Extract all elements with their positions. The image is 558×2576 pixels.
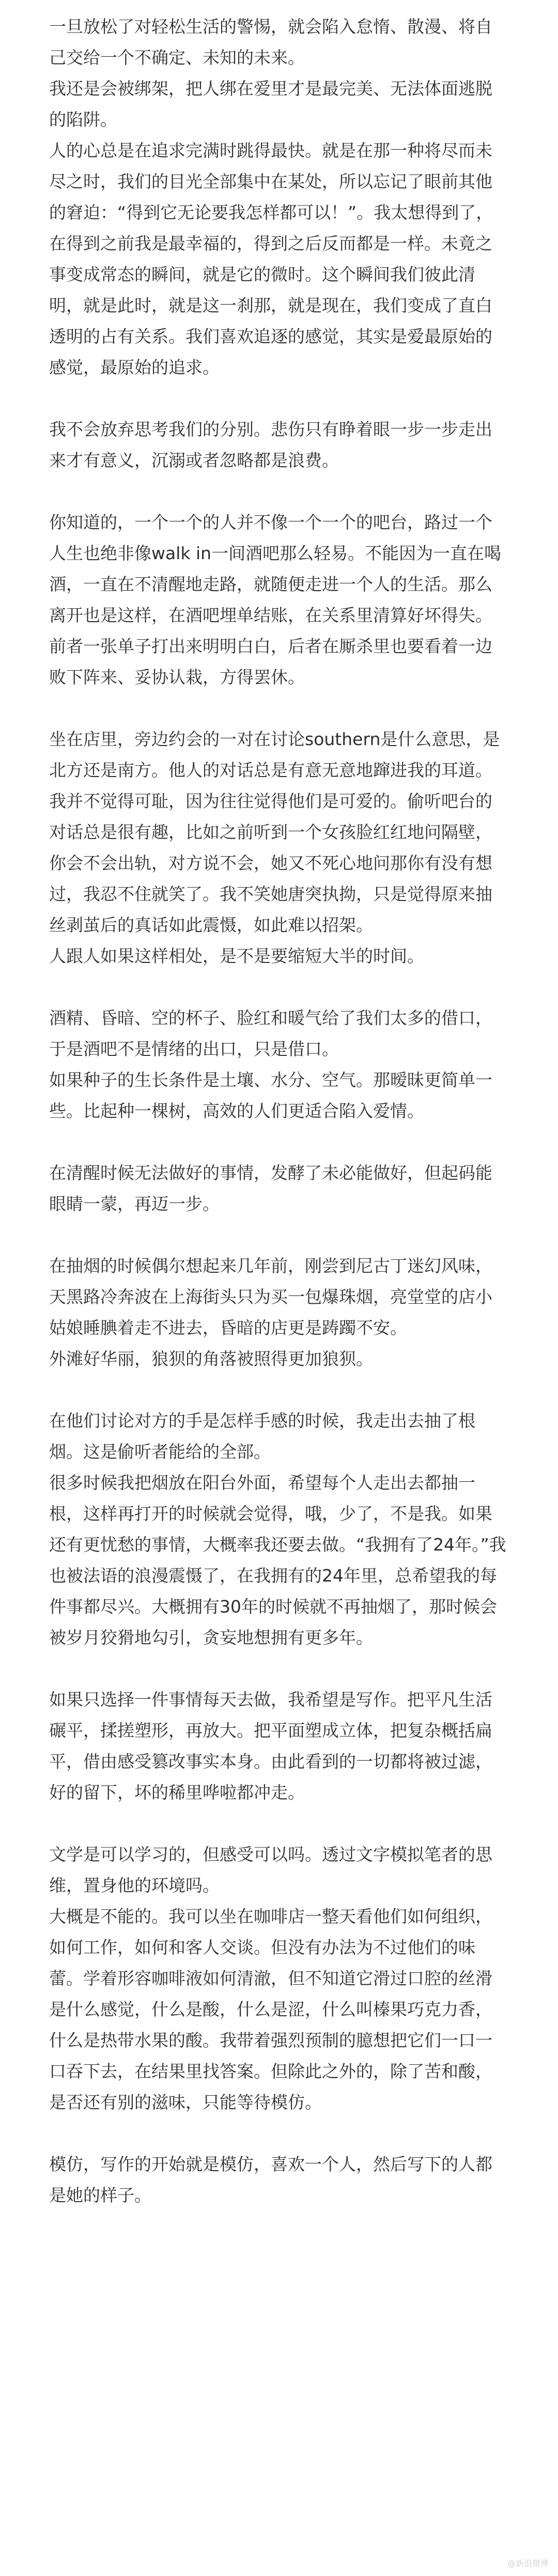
paragraph: 外滩好华丽，狼狈的角落被照得更加狼狈。: [49, 1349, 373, 1369]
paragraph-spacer: [49, 1220, 506, 1251]
paragraph: 我还是会被绑架，把人绑在爱里才是最完美、无法体面逃脱的陷阱。: [49, 78, 492, 130]
paragraph-spacer: [49, 1127, 506, 1158]
paragraph: 人的心总是在追求完满时跳得最快。就是在那一种将尽而未尽之时，我们的目光全部集中在某处，所以忘记了眼前其他的窘迫：“得到它无论要我怎样都可以！”。我太想得到了，在得到之前我是最幸福的，得到之后反而都是一样。未竟之事变成常态的瞬间，就是它的微时。这个瞬间我们彼此清明，就是此时，就是这一刹那，就是现在，我们变成了直白透明的占有关系。我们喜欢追逐的感觉，其实是爱最原始的感觉，最原始的追求。: [49, 140, 493, 377]
paragraph: 在他们讨论对方的手是怎样手感的时候，我走出去抽了根烟。这是偷听者能给的全部。: [49, 1411, 475, 1462]
paragraph-spacer: [49, 1653, 506, 1684]
paragraph: 你知道的，一个一个的人并不像一个一个的吧台，路过一个人生也绝非像walk in一间酒吧那么轻易。不能因为一直在喝酒，一直在不清醒地走路，就随便走进一个人的生活。那么离开也是这样，在酒吧埋单结账，在关系里清算好坏得失。前者一张单子打出来明明白白，后者在厮杀里也要看着一边败下阵来、妥协认栽，方得罢休。: [49, 512, 502, 687]
paragraph: 如果只选择一件事情每天去做，我希望是写作。把平凡生活碾平，揉搓塑形，再放大。把平面塑成立体，把复杂概括扁平，借由感受篡改事实本身。由此看到的一切都将被过滤，好的留下，坏的稀里哗啦都冲走。: [49, 1689, 492, 1803]
paragraph-spacer: [49, 972, 506, 1003]
paragraph: 酒精、昏暗、空的杯子、脸红和暖气给了我们太多的借口，于是酒吧不是情绪的出口，只是借口。: [49, 1008, 492, 1059]
paragraph-spacer: [49, 383, 506, 414]
paragraph-spacer: [49, 476, 506, 507]
paragraph: 文学是可以学习的，但感受可以吗。透过文字模拟笔者的思维，置身他的环境吗。: [49, 1844, 492, 1895]
paragraph: 在抽烟的时候偶尔想起来几年前，刚尝到尼古丁迷幻风味，天黑路冷奔波在上海街头只为买一包爆珠烟，亮堂堂的店小姑娘睡腆着走不进去，昏暗的店更是踌躅不安。: [49, 1256, 492, 1338]
paragraph: 人跟人如果这样相处，是不是要缩短大半的时间。: [49, 946, 424, 966]
paragraph: 我不会放弃思考我们的分别。悲伤只有睁着眼一步一步走出来才有意义，沉溺或者忽略都是浪费。: [49, 419, 492, 470]
watermark: @新浪微博: [507, 2558, 549, 2568]
paragraph: 在清醒时候无法做好的事情，发酵了未必能做好，但起码能眼睛一蒙，再迈一步。: [49, 1163, 492, 1214]
paragraph-spacer: [49, 2118, 506, 2149]
paragraph: 大概是不能的。我可以坐在咖啡店一整天看他们如何组织，如何工作，如何和客人交谈。但没有办法为不过他们的味蕾。学着形容咖啡液如何清澈，但不知道它滑过口腔的丝滑是什么感觉，什么是酸，什么是涩，什么叫榛果巧克力香，什么是热带水果的酸。我带着强烈预制的臆想把它们一口一口吞下去，在结果里找答案。但除此之外的，除了苦和酸，是否还有别的滋味，只能等待模仿。: [49, 1906, 492, 2112]
paragraph: 很多时候我把烟放在阳台外面，希望每个人走出去都抽一根，这样再打开的时候就会觉得，哦，少了，不是我。如果还有更忧愁的事情，大概率我还要去做。“我拥有了24年。”我也被法语的浪漫震慑了，在我拥有的24年里，总希望我的每件事都尽兴。大概拥有30年的时候就不再抽烟了，那时候会被岁月狡猾地勾引，贪妄地想拥有更多年。: [49, 1473, 506, 1648]
article-body: [49, 11, 506, 2211]
paragraph: 模仿，写作的开始就是模仿，喜欢一个人，然后写下的人都是她的样子。: [49, 2154, 492, 2205]
paragraph: 如果种子的生长条件是土壤、水分、空气。那暧昧更简单一些。比起种一棵树，高效的人们更适合陷入爱情。: [49, 1070, 492, 1121]
paragraph-spacer: [49, 1374, 506, 1405]
paragraph: 坐在店里，旁边约会的一对在讨论southern是什么意思，是北方还是南方。他人的对话总是有意无意地蹿进我的耳道。我并不觉得可耻，因为往往觉得他们是可爱的。偷听吧台的对话总是很有趣，比如之前听到一个女孩脸红红地问隔壁，你会不会出轨，对方说不会，她又不死心地问那你有没有想过，我忍不住就笑了。我不笑她唐突执拗，只是觉得原来抽丝剥茧后的真话如此震慑，如此难以招架。: [49, 729, 500, 935]
paragraph-spacer: [49, 1808, 506, 1839]
paragraph-spacer: [49, 693, 506, 724]
paragraph: 一旦放松了对轻松生活的警惕，就会陷入怠惰、散漫、将自己交给一个不确定、未知的未来。: [49, 17, 492, 68]
